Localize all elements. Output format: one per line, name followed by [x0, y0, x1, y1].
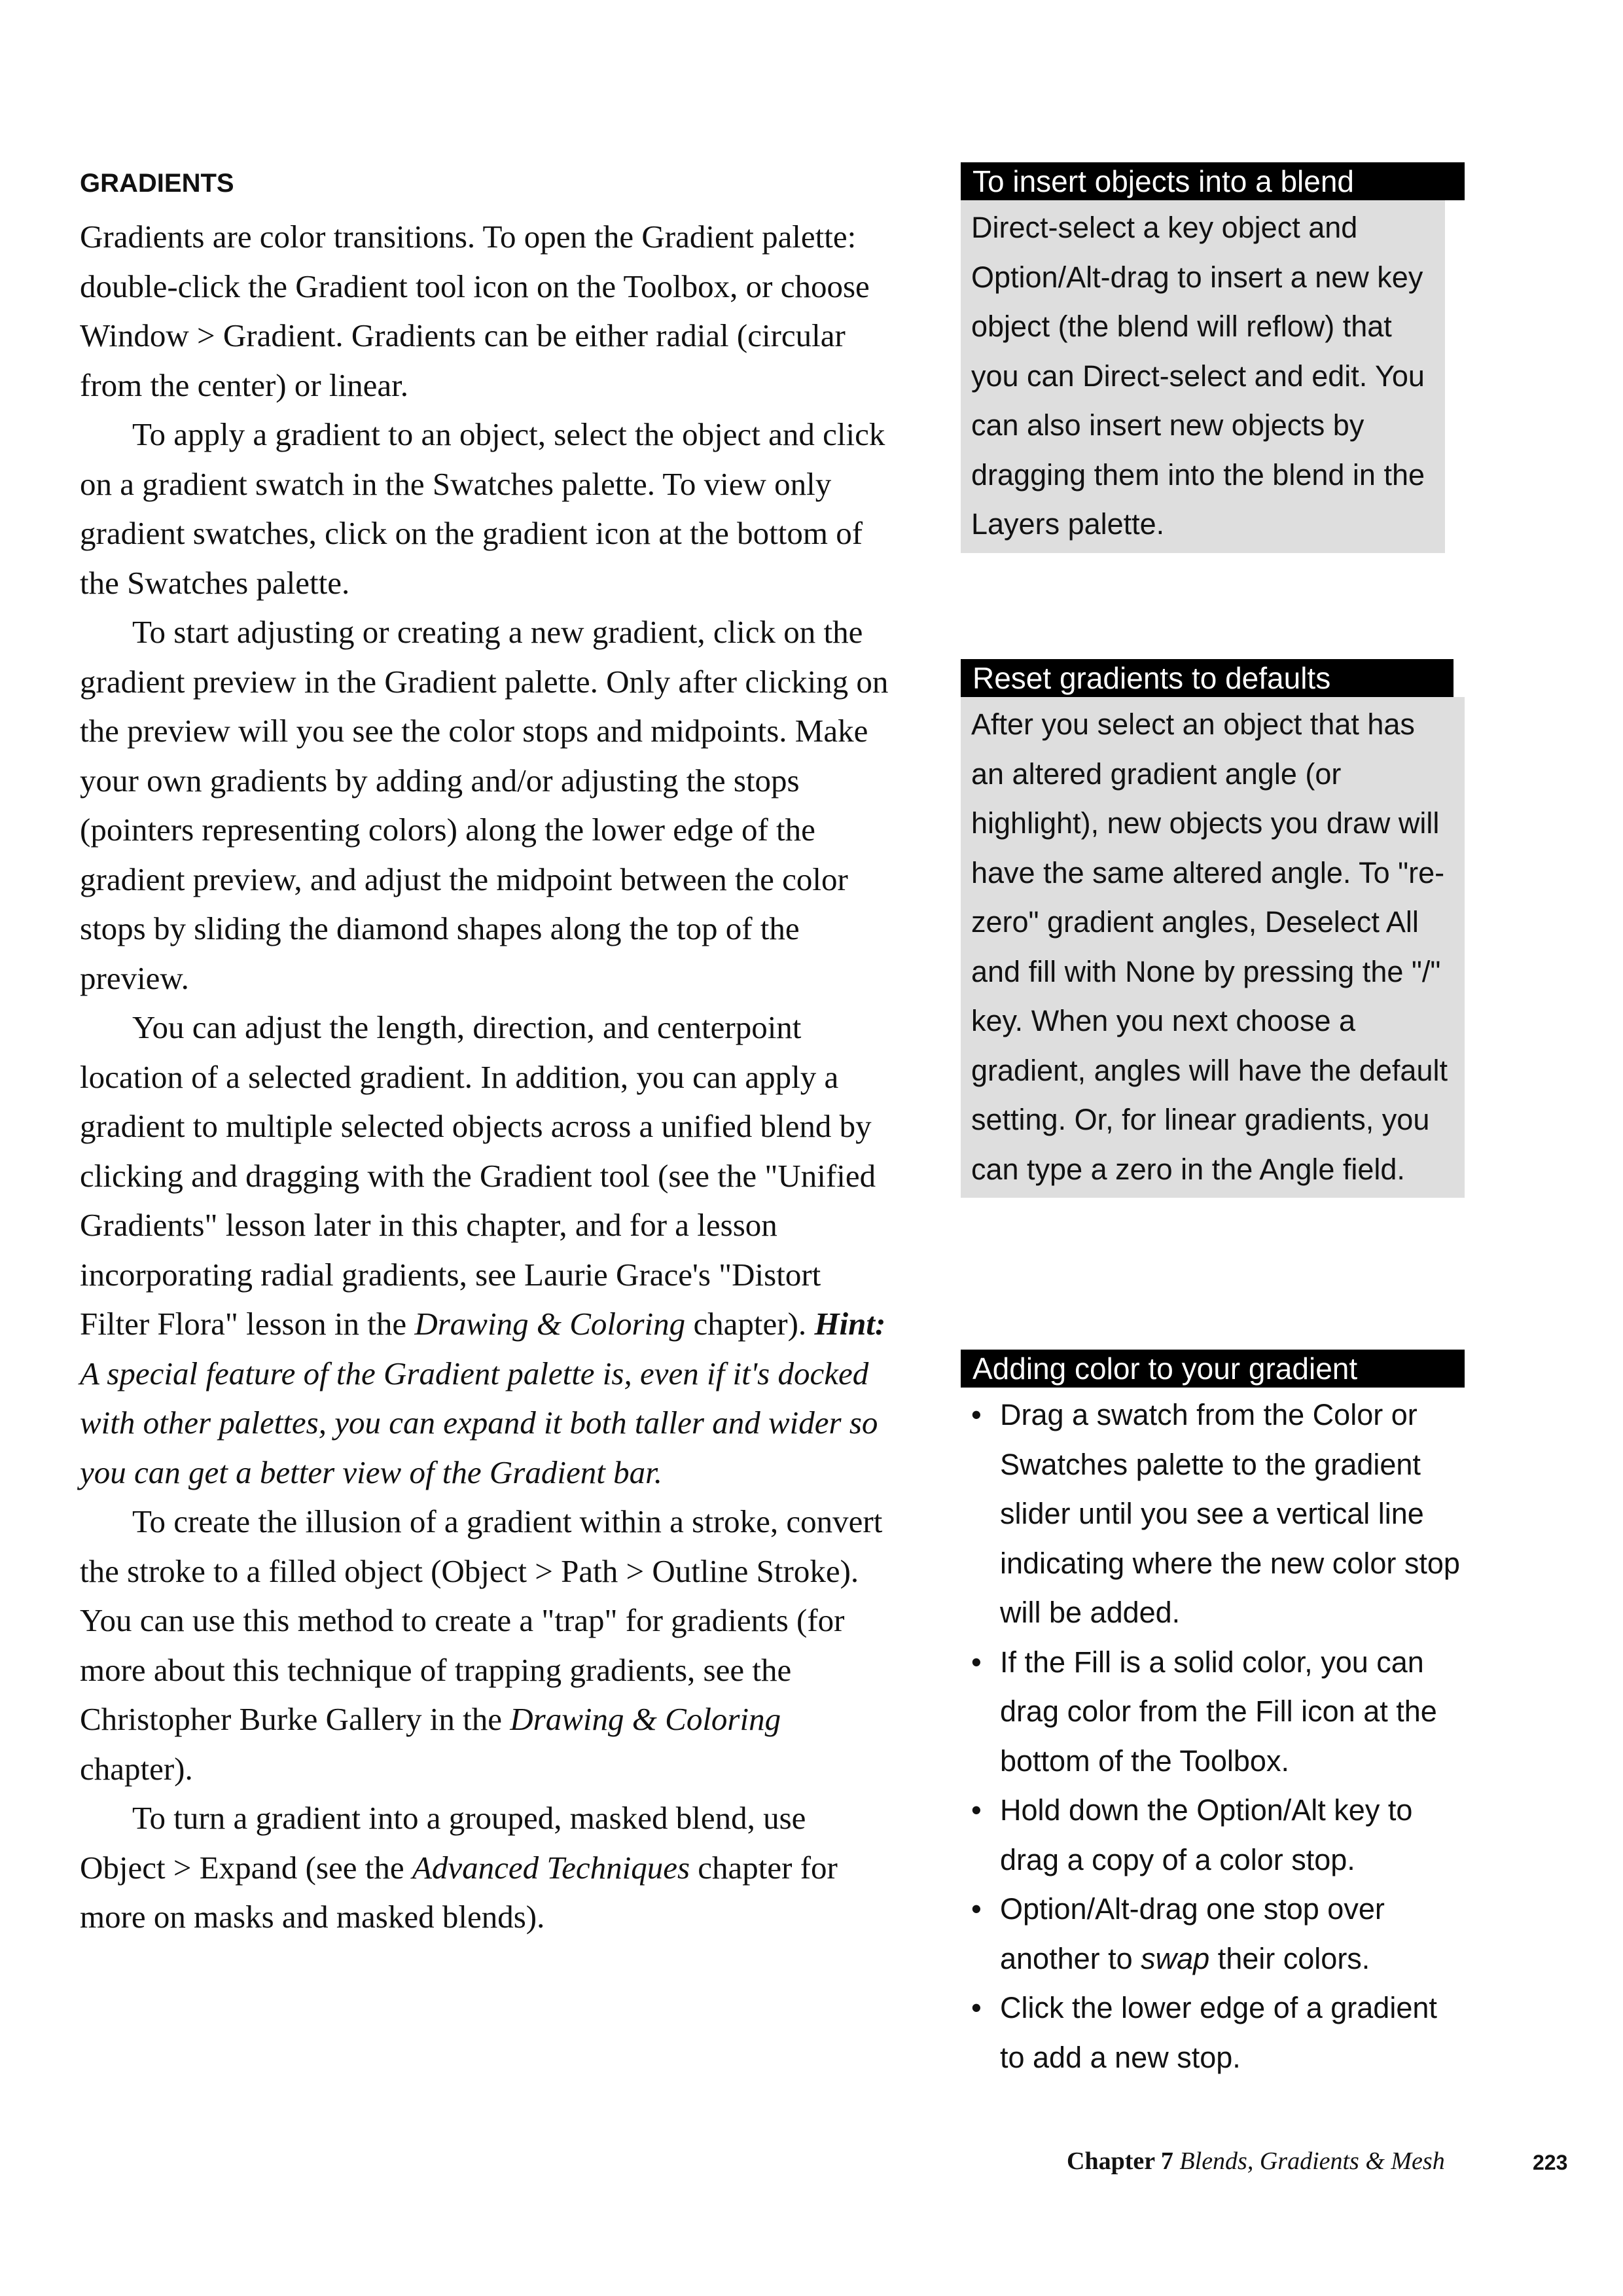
sidebar-title: To insert objects into a blend: [961, 162, 1465, 200]
text-run: To turn a gradient into a grouped, masked blend, use Object > Expand (see the: [80, 1800, 806, 1886]
sidebar-insert-objects: [961, 162, 1465, 553]
hint-text: A special feature of the Gradient palette is, even if it's docked with other palettes, you can expand it both taller and wider so you can get a better view of the Gradient bar.: [80, 1355, 878, 1490]
bullet-icon: •: [971, 1645, 982, 1679]
tips-list: [961, 1388, 1467, 2082]
sidebar-body: After you select an object that has an altered gradient angle (or highlight), new objects you draw will have the same altered angle. To "re-zero" gradient angles, Deselect All and fill with None by pressing the "/" key. When you next choose a gradient, angles will have the default setting. Or, for linear gradients, you can type a zero in the Angle field.: [961, 697, 1465, 1198]
list-item-text: their colors.: [1209, 1941, 1370, 1975]
list-item: [970, 1884, 1467, 1983]
paragraph-intro: Gradients are color transitions. To open the Gradient palette: double-click the Gradient tool icon on the Toolbox, or choose Window > Gradient. Gradients can be either radial (circular from the center) or linear.: [80, 219, 870, 403]
list-item-text: Option/Alt-drag one stop over another to: [1000, 1892, 1385, 1975]
sidebar-title: Adding color to your gradient: [961, 1350, 1465, 1388]
main-column: [80, 164, 898, 1942]
paragraph-length-direction: [80, 1003, 898, 1497]
text-run: You can adjust the length, direction, and centerpoint location of a selected gradient. In addition, you can apply a gradient to multiple selected objects across a unified blend by clicking and dragging with the Gradient tool (see the "Unified Gradients" lesson later in this chapter, and for a lesson incorporating radial gradients, see Laurie Grace's "Distort Filter Flora" lesson in the: [80, 1009, 876, 1342]
bullet-icon: •: [971, 1892, 982, 1926]
bullet-icon: •: [971, 1398, 982, 1431]
chapter-reference-italic: Drawing & Coloring: [414, 1306, 686, 1342]
chapter-reference-italic: Drawing & Coloring: [510, 1701, 781, 1737]
chapter-label: Chapter 7: [1067, 2147, 1173, 2175]
list-item-text: Hold down the Option/Alt key to drag a copy of a color stop.: [1000, 1793, 1413, 1876]
paragraph-adjust-gradient: To start adjusting or creating a new gradient, click on the gradient preview in the Gradient palette. Only after clicking on the preview will you see the color stops and midpoints. Make your own gradients by adding and/or adjusting the stops (pointers representing colors) along the lower edge of the gradient preview, and adjust the midpoint between the color stops by sliding the diamond shapes along the top of the preview.: [80, 614, 889, 996]
list-item-italic: swap: [1141, 1941, 1210, 1975]
list-item: [970, 1638, 1467, 1786]
sidebar-adding-color: [961, 1350, 1465, 2082]
chapter-reference-italic: Advanced Techniques: [412, 1849, 690, 1886]
paragraph-stroke-gradient: [80, 1497, 898, 1793]
paragraph-expand-gradient: [80, 1793, 898, 1942]
page-footer: [1060, 2142, 1584, 2181]
sidebar-body: Direct-select a key object and Option/Alt-drag to insert a new key object (the blend will reflow) that you can Direct-select and edit. You can also insert new objects by dragging them into the blend in the Layers palette.: [961, 200, 1445, 553]
list-item: [970, 1983, 1467, 2082]
text-run: To create the illusion of a gradient within a stroke, convert the stroke to a filled object (Object > Path > Outline Stroke). You can use this method to create a "trap" for gradients (for more about this technique of trapping gradients, see the Christopher Burke Gallery in the: [80, 1503, 883, 1737]
list-item-text: Click the lower edge of a gradient to add a new stop.: [1000, 1991, 1437, 2074]
sidebar-reset-gradients: [961, 659, 1465, 1198]
list-item: [970, 1785, 1467, 1884]
sidebar-title: Reset gradients to defaults: [961, 659, 1454, 697]
text-run: chapter).: [80, 1750, 193, 1787]
paragraph-apply-gradient: To apply a gradient to an object, select the object and click on a gradient swatch in the Swatches palette. To view only gradient swatches, click on the gradient icon at the bottom of the Swatches palette.: [80, 416, 885, 601]
section-heading: GRADIENTS: [80, 169, 234, 198]
bullet-icon: •: [971, 1793, 982, 1827]
bullet-icon: •: [971, 1991, 982, 2024]
page-number: 223: [1533, 2151, 1568, 2174]
text-run: chapter for more on masks and masked blends).: [80, 1849, 838, 1935]
text-run: chapter).: [685, 1306, 815, 1342]
chapter-title: Blends, Gradients & Mesh: [1179, 2147, 1445, 2175]
hint-label: Hint:: [814, 1306, 886, 1342]
list-item-text: If the Fill is a solid color, you can drag color from the Fill icon at the bottom of the Toolbox.: [1000, 1645, 1437, 1778]
running-footer: [1067, 2142, 1445, 2181]
list-item: [970, 1390, 1467, 1638]
list-item-text: Drag a swatch from the Color or Swatches palette to the gradient slider until you see a vertical line indicating where the new color stop will be added.: [1000, 1398, 1460, 1629]
